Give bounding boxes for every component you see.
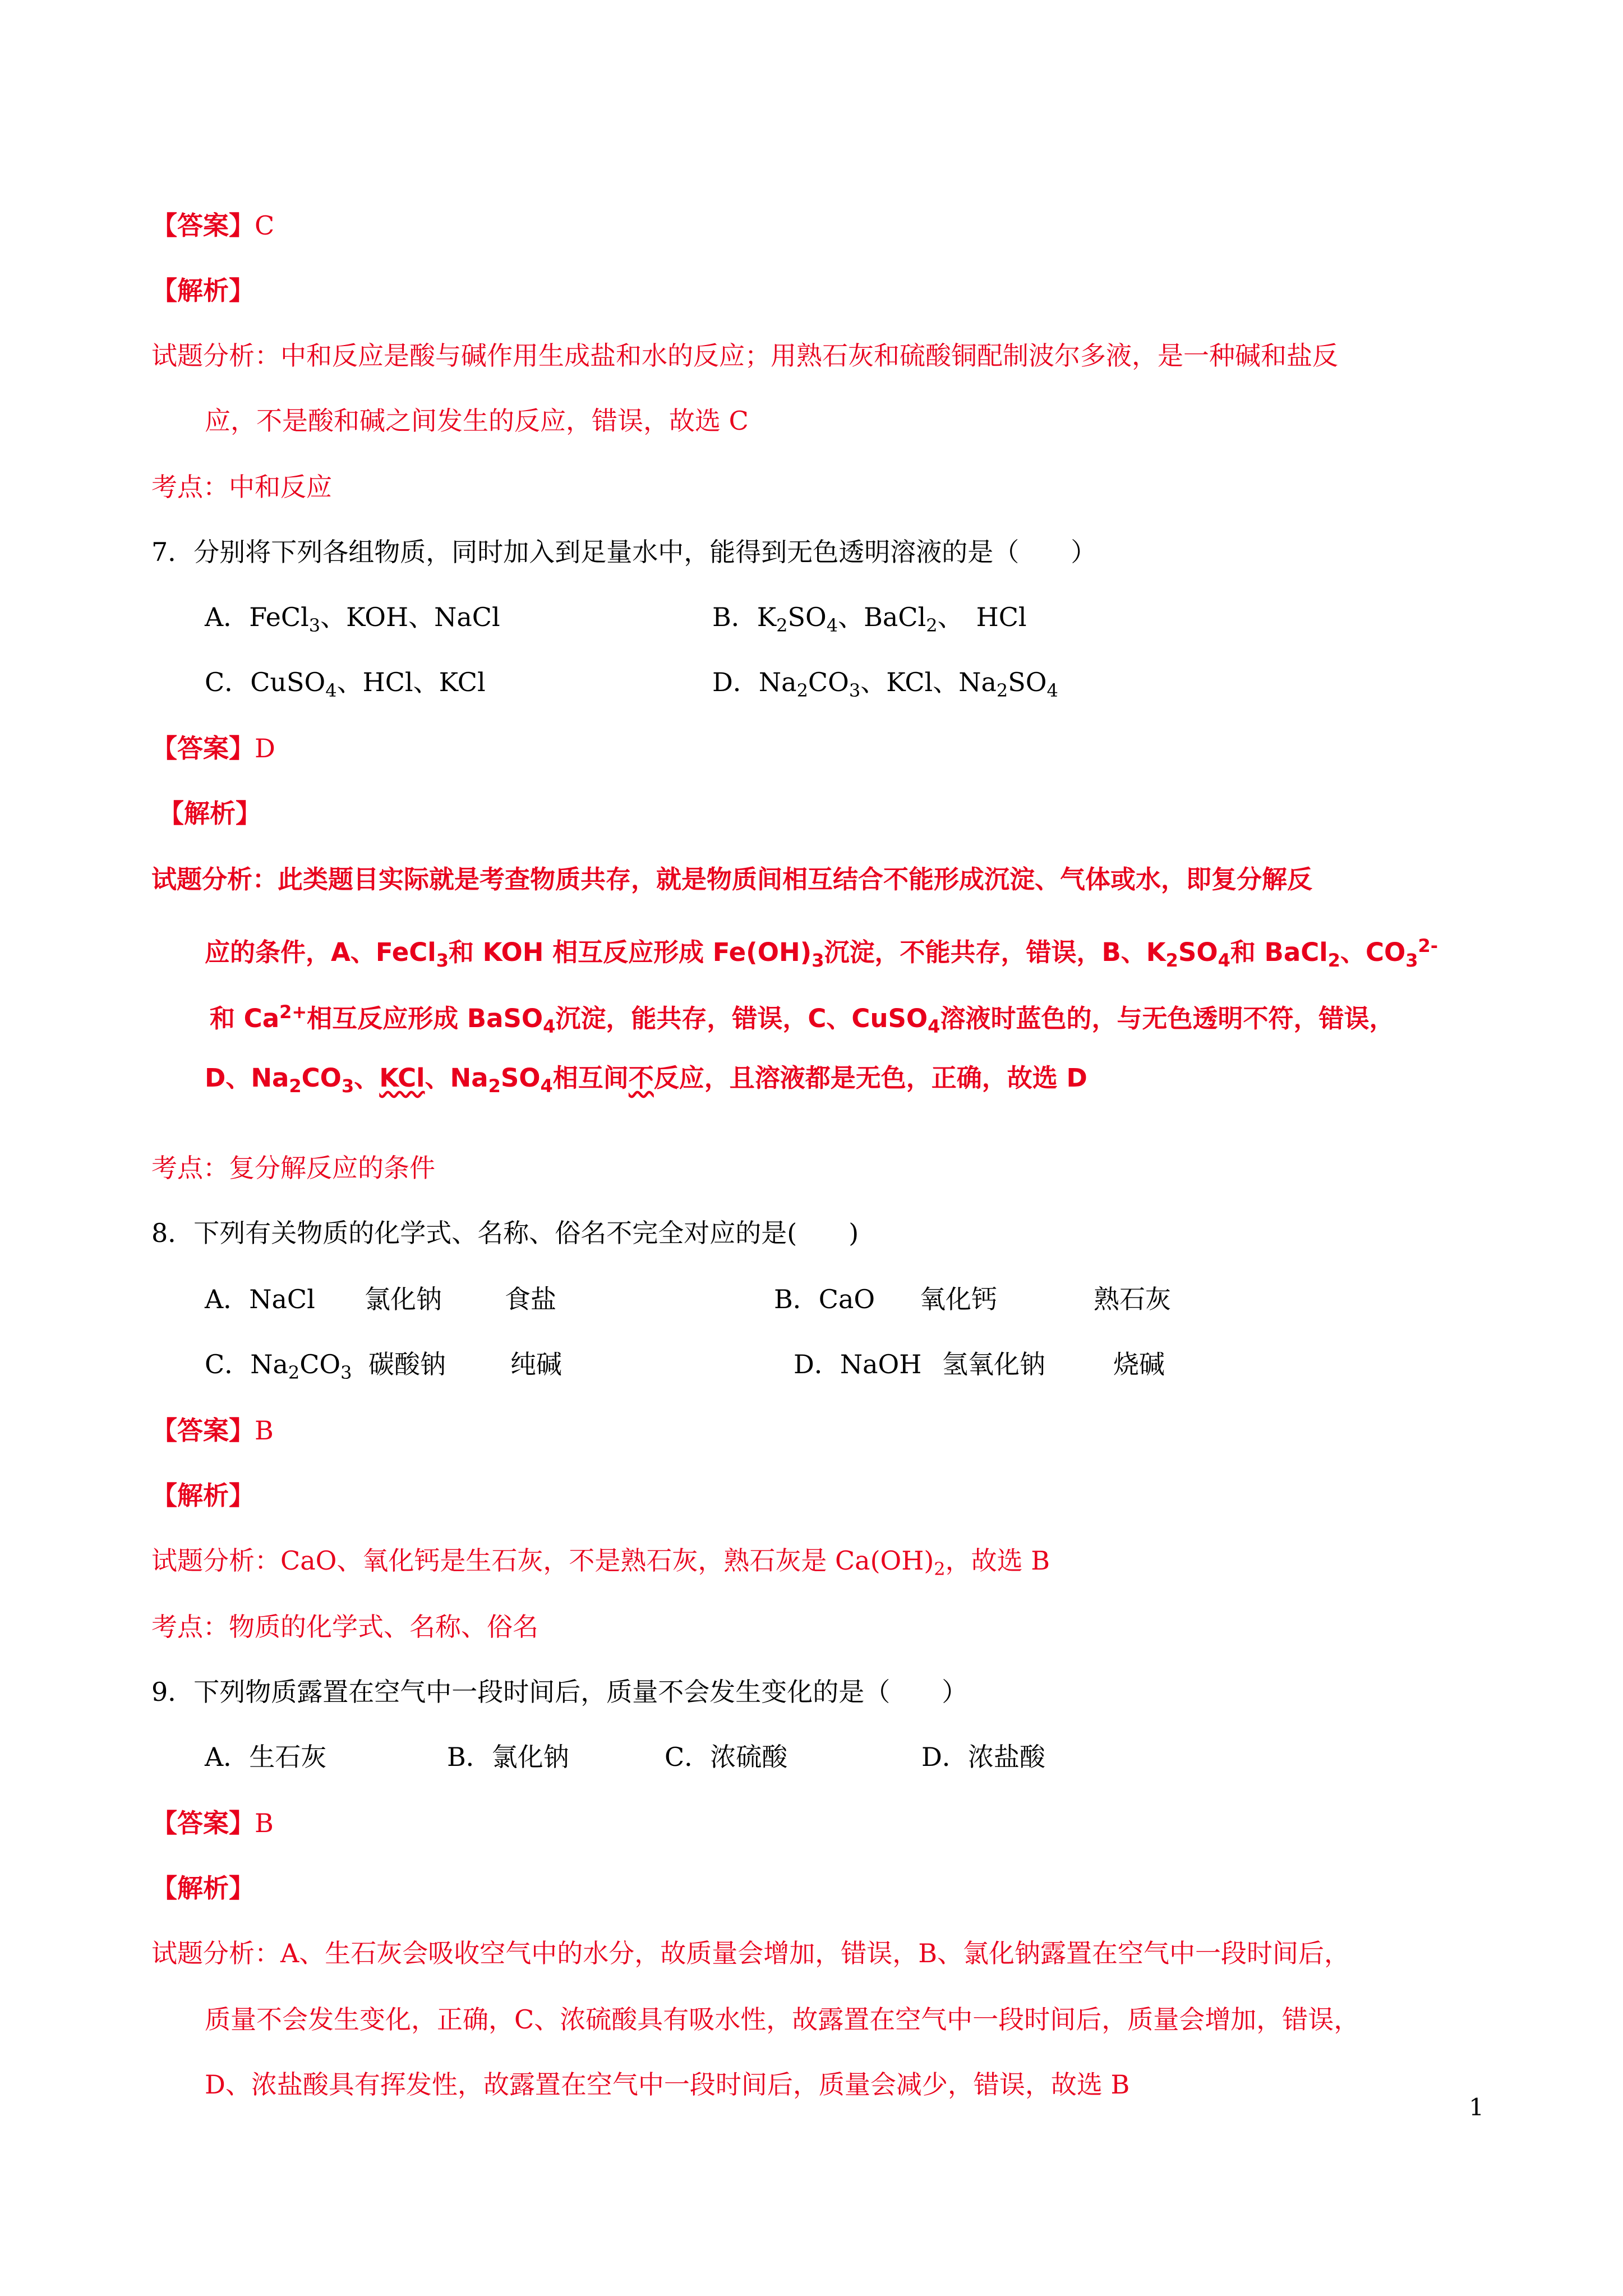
q9-option-d: D．浓盐酸 bbox=[921, 1742, 1045, 1772]
spell-check-underline: KCl bbox=[379, 1063, 425, 1093]
q7-analysis-line-4: D、$Na_2CO_3$、KCl、$Na_2SO_4$相互间不反应，且溶液都是无色，正确，故选 D bbox=[205, 1063, 1087, 1097]
q8-option-a-formula: A．NaCl bbox=[205, 1284, 315, 1314]
answer-tag: 【答案】 bbox=[151, 210, 255, 241]
q9-analysis-line-2: 质量不会发生变化，正确，C、浓硫酸具有吸水性，故露置在空气中一段时间后，质量会增加，错误， bbox=[205, 2004, 1360, 2035]
q9-option-a: A．生石灰 bbox=[205, 1742, 327, 1772]
q8-analysis-line-1: 试题分析：CaO、氧化钙是生石灰，不是熟石灰，熟石灰是 $Ca(OH)_2$，故选 B bbox=[151, 1545, 1050, 1580]
q8-options-row-1 bbox=[205, 1282, 1171, 1316]
q9-option-c: C．浓硫酸 bbox=[665, 1742, 788, 1772]
q8-option-b-formula: B．CaO bbox=[774, 1284, 875, 1314]
q8-option-b-common: 熟石灰 bbox=[1094, 1284, 1171, 1314]
q7-analysis-line-2: 应的条件，A、FeCl$_3$和 KOH 相互反应形成 $Fe(OH)_3$沉淀，不能共存，错误，B、$K_2SO_4$和 BaCl$_2$、$CO_3^{2-}$ bbox=[205, 935, 1438, 971]
answer-tag: 【答案】 bbox=[151, 1415, 255, 1446]
q9-analysis-tag: 【解析】 bbox=[151, 1873, 255, 1903]
q8-option-d-formula: D．NaOH bbox=[794, 1349, 922, 1379]
q6-answer-line bbox=[151, 209, 274, 242]
q8-answer-line bbox=[151, 1414, 274, 1447]
q9-options-row bbox=[205, 1740, 1045, 1774]
answer-tag: 【答案】 bbox=[151, 1808, 255, 1838]
q6-analysis-line-2: 应，不是酸和碱之间发生的反应，错误，故选 C bbox=[205, 406, 749, 436]
q6-kaodian: 考点：中和反应 bbox=[151, 472, 332, 502]
q9-stem: 9．下列物质露置在空气中一段时间后，质量不会发生变化的是（ ） bbox=[151, 1677, 968, 1707]
q8-option-c-name: 碳酸钠 bbox=[368, 1349, 446, 1379]
q8-option-c-common: 纯碱 bbox=[510, 1349, 562, 1379]
q6-analysis-line-1: 试题分析：中和反应是酸与碱作用生成盐和水的反应；用熟石灰和硫酸铜配制波尔多液，是一种碱和盐反 bbox=[151, 341, 1338, 371]
answer-value: C bbox=[255, 210, 275, 241]
q8-option-a-name: 氯化钠 bbox=[365, 1284, 442, 1314]
answer-value: B bbox=[255, 1415, 274, 1446]
q7-kaodian: 考点：复分解反应的条件 bbox=[151, 1153, 435, 1183]
q8-analysis-tag: 【解析】 bbox=[151, 1480, 255, 1511]
q7-analysis-tag: 【解析】 bbox=[158, 798, 261, 829]
answer-value: D bbox=[255, 733, 275, 763]
q7-analysis-line-1: 试题分析：此类题目实际就是考查物质共存，就是物质间相互结合不能形成沉淀、气体或水，即复分解反 bbox=[151, 864, 1313, 894]
q7-option-d: D．$Na_2CO_3$、KCl、$Na_2SO_4$ bbox=[712, 667, 1058, 701]
q7-options-row-1 bbox=[205, 600, 1027, 642]
q8-option-a-common: 食盐 bbox=[505, 1284, 556, 1314]
q8-kaodian: 考点：物质的化学式、名称、俗名 bbox=[151, 1612, 538, 1642]
q7-option-b: B．$K_2SO_4$、BaCl$_2$、 HCl bbox=[712, 602, 1027, 636]
q8-option-d-name: 氢氧化钠 bbox=[942, 1349, 1045, 1379]
q8-stem: 8．下列有关物质的化学式、名称、俗名不完全对应的是( ) bbox=[151, 1218, 859, 1248]
q7-stem: 7．分别将下列各组物质，同时加入到足量水中，能得到无色透明溶液的是（ ） bbox=[151, 537, 1097, 567]
q8-option-d-common: 烧碱 bbox=[1113, 1349, 1165, 1379]
q8-option-b-name: 氧化钙 bbox=[920, 1284, 997, 1314]
q7-analysis-line-3: 和 $Ca^{2+}$相互反应形成 BaSO$_4$沉淀，能共存，错误，C、CuSO$_4$溶液时蓝色的，与无色透明不符，错误， bbox=[210, 1001, 1395, 1037]
q7-option-c: C．CuSO$_4$、HCl、KCl bbox=[205, 667, 486, 701]
q9-option-b: B．氯化钠 bbox=[447, 1742, 569, 1772]
q9-analysis-line-1: 试题分析：A、生石灰会吸收空气中的水分，故质量会增加，错误，B、氯化钠露置在空气中一段时间后， bbox=[151, 1938, 1350, 1968]
q7-answer-line bbox=[151, 731, 275, 765]
q8-option-c-formula: C．$Na_2CO_3$ bbox=[205, 1349, 352, 1383]
answer-value: B bbox=[255, 1808, 274, 1838]
q9-analysis-line-3: D、浓盐酸具有挥发性，故露置在空气中一段时间后，质量会减少，错误，故选 B bbox=[205, 2069, 1130, 2100]
q8-options-row-2 bbox=[205, 1347, 1165, 1389]
q7-option-a: A．FeCl$_3$、KOH、NaCl bbox=[205, 602, 500, 636]
page-number: 1 bbox=[1469, 2093, 1484, 2121]
answer-tag: 【答案】 bbox=[151, 733, 255, 763]
q9-answer-line bbox=[151, 1806, 274, 1840]
q6-analysis-tag: 【解析】 bbox=[151, 275, 255, 306]
q7-options-row-2 bbox=[205, 665, 1058, 707]
